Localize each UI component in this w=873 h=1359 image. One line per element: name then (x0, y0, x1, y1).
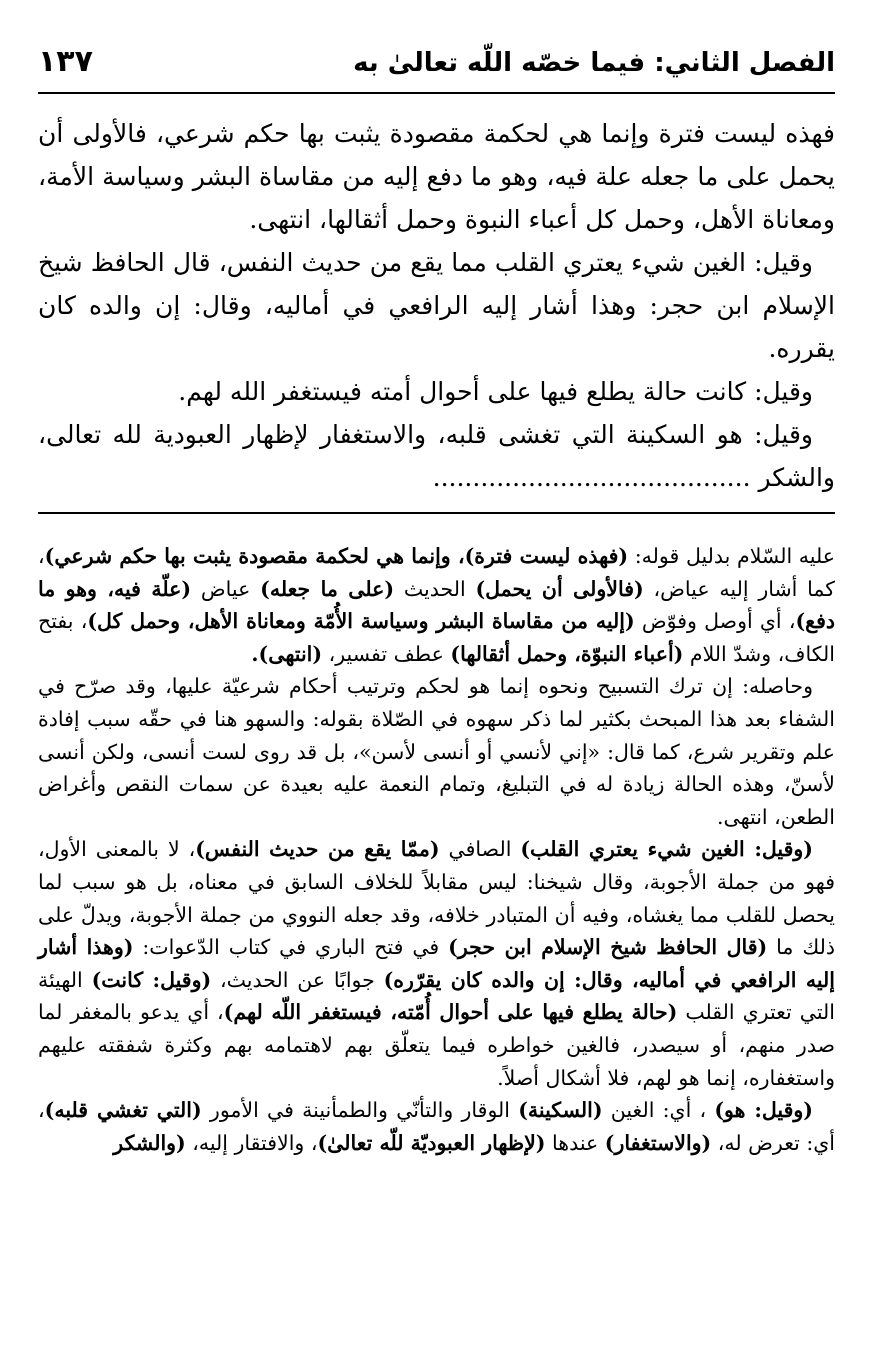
page-header (38, 40, 835, 94)
commentary-text: الحديث (394, 576, 476, 601)
main-paragraph: وقيل: الغين شيء يعتري القلب مما يقع من حديث النفس، قال الحافظ شيخ الإسلام ابن حجر: وهذا أشار إليه الرافعي في أماليه، وقال: إن والده كان يقرره. (38, 248, 835, 363)
commentary-paragraph (38, 540, 835, 670)
commentary-text: ، بفتح الكاف، وشدّ اللام (38, 609, 835, 666)
commentary-text: عياض (191, 576, 261, 601)
commentary-text: ، والافتقار إليه، (185, 1130, 318, 1155)
bold-quote: (أعباء النبوّة، وحمل أثقالها) (450, 641, 684, 666)
main-paragraph: فهذه ليست فترة وإنما هي لحكمة مقصودة يثبت بها حكم شرعي، فالأولى أن يحمل على ما جعله علة فيه، وهو ما دفع إليه من مقاساة البشر وسياسة الأمة، ومعاناة الأهل، وحمل كل أعباء النبوة وحمل أثقالها، انتهى. (38, 119, 835, 234)
main-paragraph: وقيل: كانت حالة يطلع فيها على أحوال أمته فيستغفر الله لهم. (178, 377, 813, 406)
bold-quote: (وقيل: كانت) (91, 967, 212, 992)
commentary-text: عطف تفسير، (322, 641, 451, 666)
commentary-text: الوقار والتأنّي والطمأنينة في الأمور (201, 1098, 519, 1123)
commentary-text: في فتح الباري في كتاب الدّعوات: (133, 935, 449, 960)
commentary-text: ، لا بالمعنى الأول، فهو من جملة الأجوبة، وقال شيخنا: ليس مقابلاً للخلاف السابق في معناه، بل هو سبب لما يحصل للقلب مما يغشاه، وفيه أن المتبادر خلافه، وقد جعله النووي من جملة الأجوبة، ويدلّ على ذلك ما (38, 837, 835, 960)
main-text (38, 112, 835, 499)
bold-quote: (على ما جعله) (260, 576, 395, 601)
bold-quote: (انتهى). (251, 641, 323, 666)
separator-line (38, 512, 835, 514)
commentary-text: جوابًا عن الحديث، (211, 967, 384, 992)
commentary (38, 540, 835, 1159)
commentary-text: ، أي يدعو بالمغفر لما صدر منهم، أو سيصدر، فالغين خواطره فيما يتعلّق بهم لاهتمامه بهم وكثرة شفقته عليهم واستغفاره، إنما هو لهم، فلا أشكال أصلاً. (38, 1000, 835, 1090)
bold-quote: (إليه من مقاساة البشر وسياسة الأُمّة ومعاناة الأهل، وحمل كل) (87, 609, 635, 634)
bold-quote: (وقيل: هو) (714, 1098, 813, 1123)
main-paragraph: وقيل: هو السكينة التي تغشى قلبه، والاستغفار لإظهار العبودية لله تعالى، والشكر ........................................ (38, 420, 835, 492)
commentary-text: وحاصله: إن ترك التسبيح ونحوه إنما هو لحكم وترتيب أحكام شرعيّة عليها، وقد صرّح في الشفاء بعد هذا المبحث بكثير لما ذكر سهوه في الصّلاة بقوله: والسهو هنا في حقّه سبب إفادة علم وتقرير شرع، كما قال: «إني لأنسي أو أنسى لأسن»، بل قد روى لست أنسى، ولكن أنسى لأسنّ، وهذه الحالة زيادة له في التبليغ، وتمام النعمة عليه بعيدة عن سمات النقص وأغراض الطعن، انتهى. (38, 674, 835, 829)
bold-quote: (فالأولى أن يحمل) (475, 576, 644, 601)
bold-quote: (السكينة) (518, 1098, 603, 1123)
page-number: ١٣٧ (38, 44, 93, 79)
bold-quote: (قال الحافظ شيخ الإسلام ابن حجر) (448, 935, 768, 960)
commentary-text: ، أي: تعرض له، (38, 1098, 835, 1155)
commentary-text: ، أي: الغين (602, 1098, 715, 1123)
bold-quote: (التي تغشي قلبه) (44, 1098, 202, 1123)
bold-quote: (علّة فيه، وهو ما دفع) (38, 576, 835, 634)
commentary-paragraph (38, 1094, 835, 1159)
commentary-text: ، أي أوصل وفوّض (634, 609, 796, 634)
commentary-text: عليه السّلام بدليل قوله: (628, 544, 835, 568)
bold-quote: (وهذا أشار إليه الرافعي في أماليه، وقال: إن والده كان يقرّره) (38, 935, 835, 992)
chapter-title: الفصل الثاني: فيما خصّه اللّه تعالىٰ به (353, 48, 835, 78)
commentary-text: الهيئة التي تعتري القلب (38, 967, 835, 1025)
bold-quote: (والاستغفار) (604, 1130, 712, 1155)
commentary-paragraph (38, 670, 835, 833)
bold-quote: (ممّا يقع من حديث النفس) (195, 837, 440, 862)
commentary-text: ، كما أشار إليه عياض، (38, 544, 835, 601)
bold-quote: (فهذه ليست فترة)، وإنما هي لحكمة مقصودة يثبت بها حكم شرعي) (44, 544, 629, 568)
commentary-text: عندها (545, 1130, 605, 1155)
bold-quote: (حالة يطلع فيها على أحوال أُمّته، فيستغفر اللّه لهم) (223, 1000, 678, 1025)
bold-quote: (لإظهار العبوديّة للّه تعالىٰ) (317, 1130, 546, 1155)
commentary-text: الصافي (439, 837, 521, 862)
bold-quote: (والشكر (113, 1130, 186, 1155)
bold-quote: (وقيل: الغين شيء يعتري القلب) (520, 837, 813, 862)
commentary-paragraph (38, 833, 835, 1094)
